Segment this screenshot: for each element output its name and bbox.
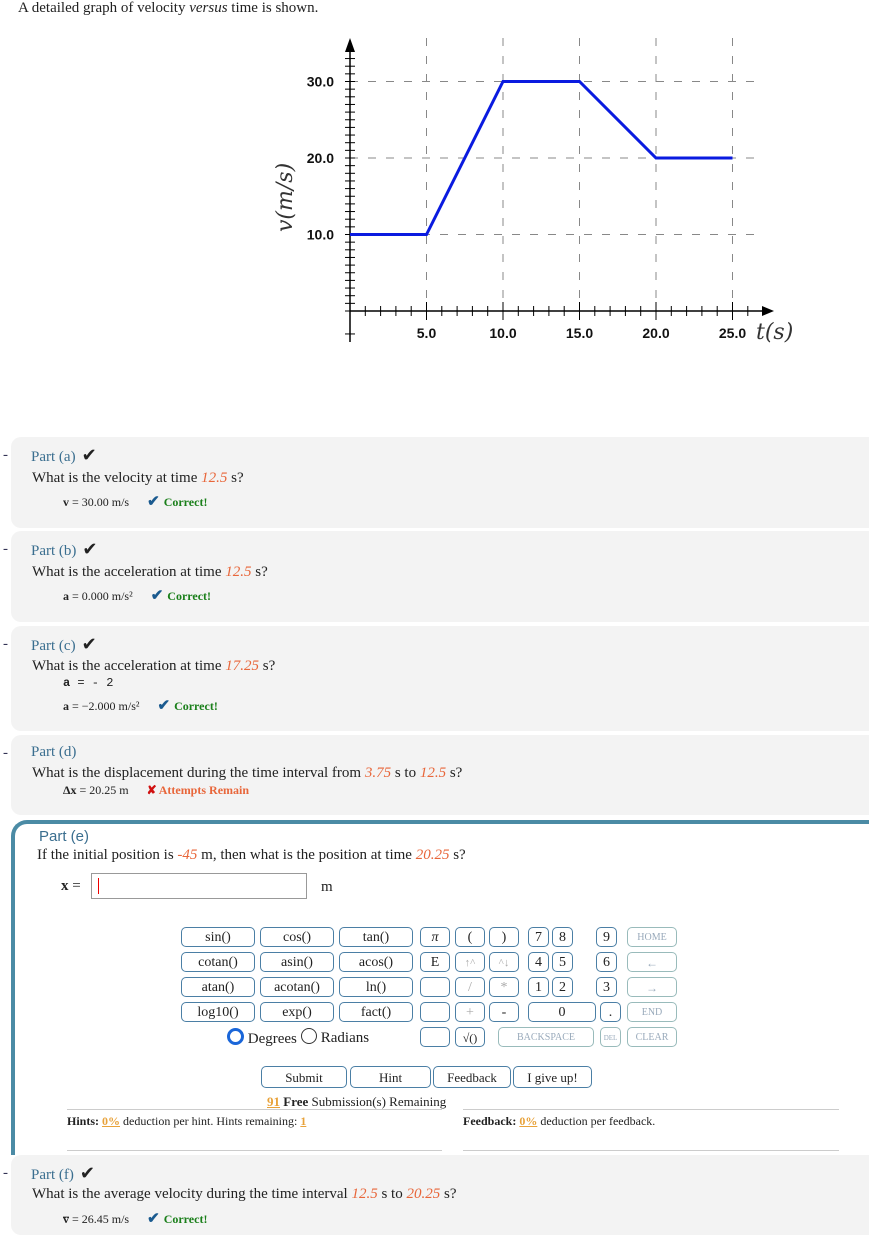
part-e-title: Part (e) [39, 828, 90, 845]
part-f-question: What is the average velocity during the time interval 12.5 s to 20.25 s? [32, 1186, 457, 1202]
key-down[interactable]: ^↓ [489, 952, 519, 972]
key-blank-2[interactable] [420, 1002, 450, 1022]
key-backspace[interactable]: BACKSPACE [498, 1027, 594, 1047]
key-5[interactable]: 5 [552, 952, 573, 972]
key-minus[interactable]: - [489, 1002, 519, 1022]
key-acos[interactable]: acos() [339, 952, 413, 972]
part-a-title: Part (a) ✔ [31, 445, 97, 465]
part-b-panel: - Part (b) ✔ What is the acceleration at time 12.5 s? a = 0.000 m/s² ✔ Correct! [11, 531, 869, 622]
key-exp[interactable]: exp() [260, 1002, 334, 1022]
intro-text: A detailed graph of velocity versus time is shown. [18, 0, 319, 16]
key-del[interactable]: DEL [600, 1027, 621, 1047]
key-sqrt[interactable]: √() [455, 1027, 485, 1047]
velocity-time-graph [0, 0, 869, 360]
key-close-paren[interactable]: ) [489, 927, 519, 947]
key-blank-3[interactable] [420, 1027, 450, 1047]
key-plus[interactable]: + [455, 1002, 485, 1022]
x-tick-label: 15.0 [565, 325, 594, 341]
radio-unselected-icon [301, 1028, 317, 1044]
check-icon: ✔ [79, 1163, 95, 1183]
part-d-question: What is the displacement during the time interval from 3.75 s to 12.5 s? [32, 765, 463, 781]
y-axis-arrow [345, 38, 355, 52]
key-clear[interactable]: CLEAR [627, 1027, 677, 1047]
part-b-title: Part (b) ✔ [31, 539, 98, 559]
x-tick-label: 5.0 [416, 325, 437, 341]
part-c-panel: - Part (c) ✔ What is the acceleration at time 17.25 s? a = - 2 a = −2.000 m/s² ✔ Correct! [11, 626, 869, 731]
radians-radio[interactable]: Radians [301, 1028, 369, 1047]
part-e-question: If the initial position is -45 m, then what is the position at time 20.25 s? [37, 847, 466, 863]
x-axis-arrow [762, 306, 774, 316]
part-a-answer: v = 30.00 m/s ✔ Correct! [63, 494, 208, 510]
check-icon: ✔ [147, 1211, 160, 1227]
x-tick-label: 25.0 [718, 325, 747, 341]
y-tick-label: 10.0 [306, 226, 334, 243]
hint-button[interactable]: Hint [350, 1066, 431, 1088]
check-icon: ✔ [82, 539, 98, 559]
part-f-title: Part (f) ✔ [31, 1163, 95, 1183]
part-c-previous-input: a = - 2 [63, 676, 114, 690]
x-tick-label: 20.0 [642, 325, 670, 341]
answer-variable-label: x = [61, 878, 81, 894]
submit-button[interactable]: Submit [261, 1066, 347, 1088]
check-icon: ✔ [157, 698, 171, 714]
check-icon: ✔ [81, 634, 97, 654]
answer-input[interactable] [91, 873, 307, 899]
key-cotan[interactable]: cotan() [181, 952, 255, 972]
key-7[interactable]: 7 [528, 927, 549, 947]
submissions-remaining: 91 Free Submission(s) Remaining [267, 1094, 447, 1109]
key-1[interactable]: 1 [528, 977, 549, 997]
key-e[interactable]: E [420, 952, 450, 972]
key-8[interactable]: 8 [552, 927, 573, 947]
answer-unit: m [321, 879, 333, 895]
y-axis-label: v(m/s) [273, 162, 298, 232]
key-left-arrow[interactable]: ← [627, 952, 677, 972]
feedback-button[interactable]: Feedback [433, 1066, 511, 1088]
key-4[interactable]: 4 [528, 952, 549, 972]
key-tan[interactable]: tan() [339, 927, 413, 947]
key-asin[interactable]: asin() [260, 952, 334, 972]
y-tick-label: 30.0 [306, 73, 334, 90]
key-3[interactable]: 3 [596, 977, 617, 997]
check-icon: ✔ [150, 588, 164, 604]
key-cos[interactable]: cos() [260, 927, 334, 947]
give-up-button[interactable]: I give up! [513, 1066, 592, 1088]
y-tick-label: 20.0 [306, 150, 334, 166]
part-d-panel: - Part (d) What is the displacement during the time interval from 3.75 s to 12.5 s? Δx = 20.25 m ✘ Attempts Remain [11, 735, 869, 815]
part-a-question: What is the velocity at time 12.5 s? [32, 470, 244, 486]
hints-info: Hints: 0% deduction per hint. Hints remaining: 1 [67, 1114, 307, 1128]
key-blank-1[interactable] [420, 977, 450, 997]
degrees-radio[interactable]: Degrees [227, 1028, 297, 1048]
x-axis-label: t(s) [756, 320, 794, 345]
part-c-question: What is the acceleration at time 17.25 s? [32, 658, 276, 674]
key-2[interactable]: 2 [552, 977, 573, 997]
part-f-panel: - Part (f) ✔ What is the average velocity during the time interval 12.5 s to 20.25 s? v̅ = 26.45 m/s ✔ Correct! [11, 1155, 869, 1235]
key-end[interactable]: END [627, 1002, 677, 1022]
key-log10[interactable]: log10() [181, 1002, 255, 1022]
key-0[interactable]: 0 [528, 1002, 596, 1022]
check-icon: ✔ [147, 494, 160, 510]
key-fact[interactable]: fact() [339, 1002, 413, 1022]
key-dot[interactable]: . [600, 1002, 621, 1022]
key-slash[interactable]: / [455, 977, 485, 997]
part-d-title: Part (d) [31, 744, 77, 760]
x-tick-label: 10.0 [489, 325, 517, 341]
radio-selected-icon [227, 1028, 244, 1045]
part-d-answer: Δx = 20.25 m ✘ Attempts Remain [63, 783, 250, 797]
part-a-panel: - Part (a) ✔ What is the velocity at time 12.5 s? v = 30.00 m/s ✔ Correct! [11, 437, 869, 528]
key-open-paren[interactable]: ( [455, 927, 485, 947]
part-b-question: What is the acceleration at time 12.5 s? [32, 564, 268, 580]
part-c-answer: a = −2.000 m/s² ✔ Correct! [63, 698, 218, 714]
part-c-title: Part (c) ✔ [31, 634, 97, 654]
x-icon: ✘ [146, 783, 157, 797]
check-icon: ✔ [81, 445, 97, 465]
key-star[interactable]: * [489, 977, 519, 997]
part-f-answer: v̅ = 26.45 m/s ✔ Correct! [63, 1211, 208, 1227]
key-up[interactable]: ↑^ [455, 952, 485, 972]
key-home[interactable]: HOME [627, 927, 677, 947]
text-cursor [98, 878, 99, 894]
key-9[interactable]: 9 [596, 927, 617, 947]
key-acotan[interactable]: acotan() [260, 977, 334, 997]
key-ln[interactable]: ln() [339, 977, 413, 997]
part-e-panel [11, 820, 869, 1155]
feedback-info: Feedback: 0% deduction per feedback. [463, 1114, 656, 1128]
key-6[interactable]: 6 [596, 952, 617, 972]
key-sin[interactable]: sin() [181, 927, 255, 947]
key-right-arrow[interactable]: → [627, 977, 677, 997]
part-b-answer: a = 0.000 m/s² ✔ Correct! [63, 588, 212, 604]
key-pi[interactable]: π [420, 927, 450, 947]
key-atan[interactable]: atan() [181, 977, 255, 997]
